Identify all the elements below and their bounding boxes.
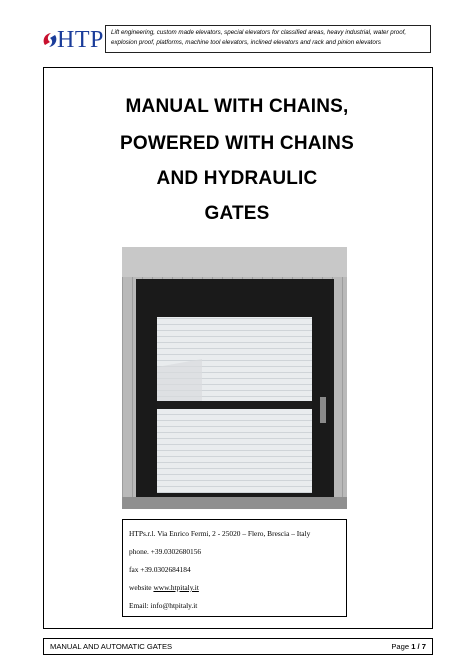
- title-line-2: POWERED WITH CHAINS: [120, 133, 354, 154]
- contact-phone: phone. +39.0302680156: [129, 547, 202, 556]
- contact-website: [129, 583, 340, 601]
- title-line-4: GATES: [204, 203, 270, 224]
- logo-text: HTP: [57, 27, 104, 53]
- title-line-3: AND HYDRAULIC: [156, 168, 318, 189]
- gate-photo: [122, 247, 347, 509]
- website-label: website: [129, 583, 154, 592]
- contact-address: HTPs.r.l. Via Enrico Fermi, 2 - 25020 – Flero, Brescia – Italy: [129, 529, 311, 538]
- website-link[interactable]: www.htpitaly.it: [153, 583, 199, 592]
- page-separator: /: [415, 642, 422, 651]
- page-current: 1: [411, 642, 416, 651]
- page-prefix: Page: [391, 642, 412, 651]
- htp-logo: [41, 28, 107, 54]
- contact-email: Email: info@htpitaly.it: [129, 601, 198, 610]
- contact-box: [122, 519, 347, 617]
- page-number: [391, 639, 426, 654]
- contact-fax: fax +39.0302684184: [129, 565, 191, 574]
- header-tagline: Lift engineering, custom made elevators, special elevators for classified areas, heavy industrial, water proof, explosion proof, platforms, machine tool elevators, inclined elevators and rack and pinion elevators: [111, 29, 407, 46]
- header-tagline-box: [105, 25, 431, 53]
- footer-document-title: MANUAL AND AUTOMATIC GATES: [50, 642, 173, 651]
- page-footer: [43, 638, 433, 655]
- title-line-1: MANUAL WITH CHAINS,: [125, 96, 349, 117]
- page-total: 7: [421, 642, 426, 651]
